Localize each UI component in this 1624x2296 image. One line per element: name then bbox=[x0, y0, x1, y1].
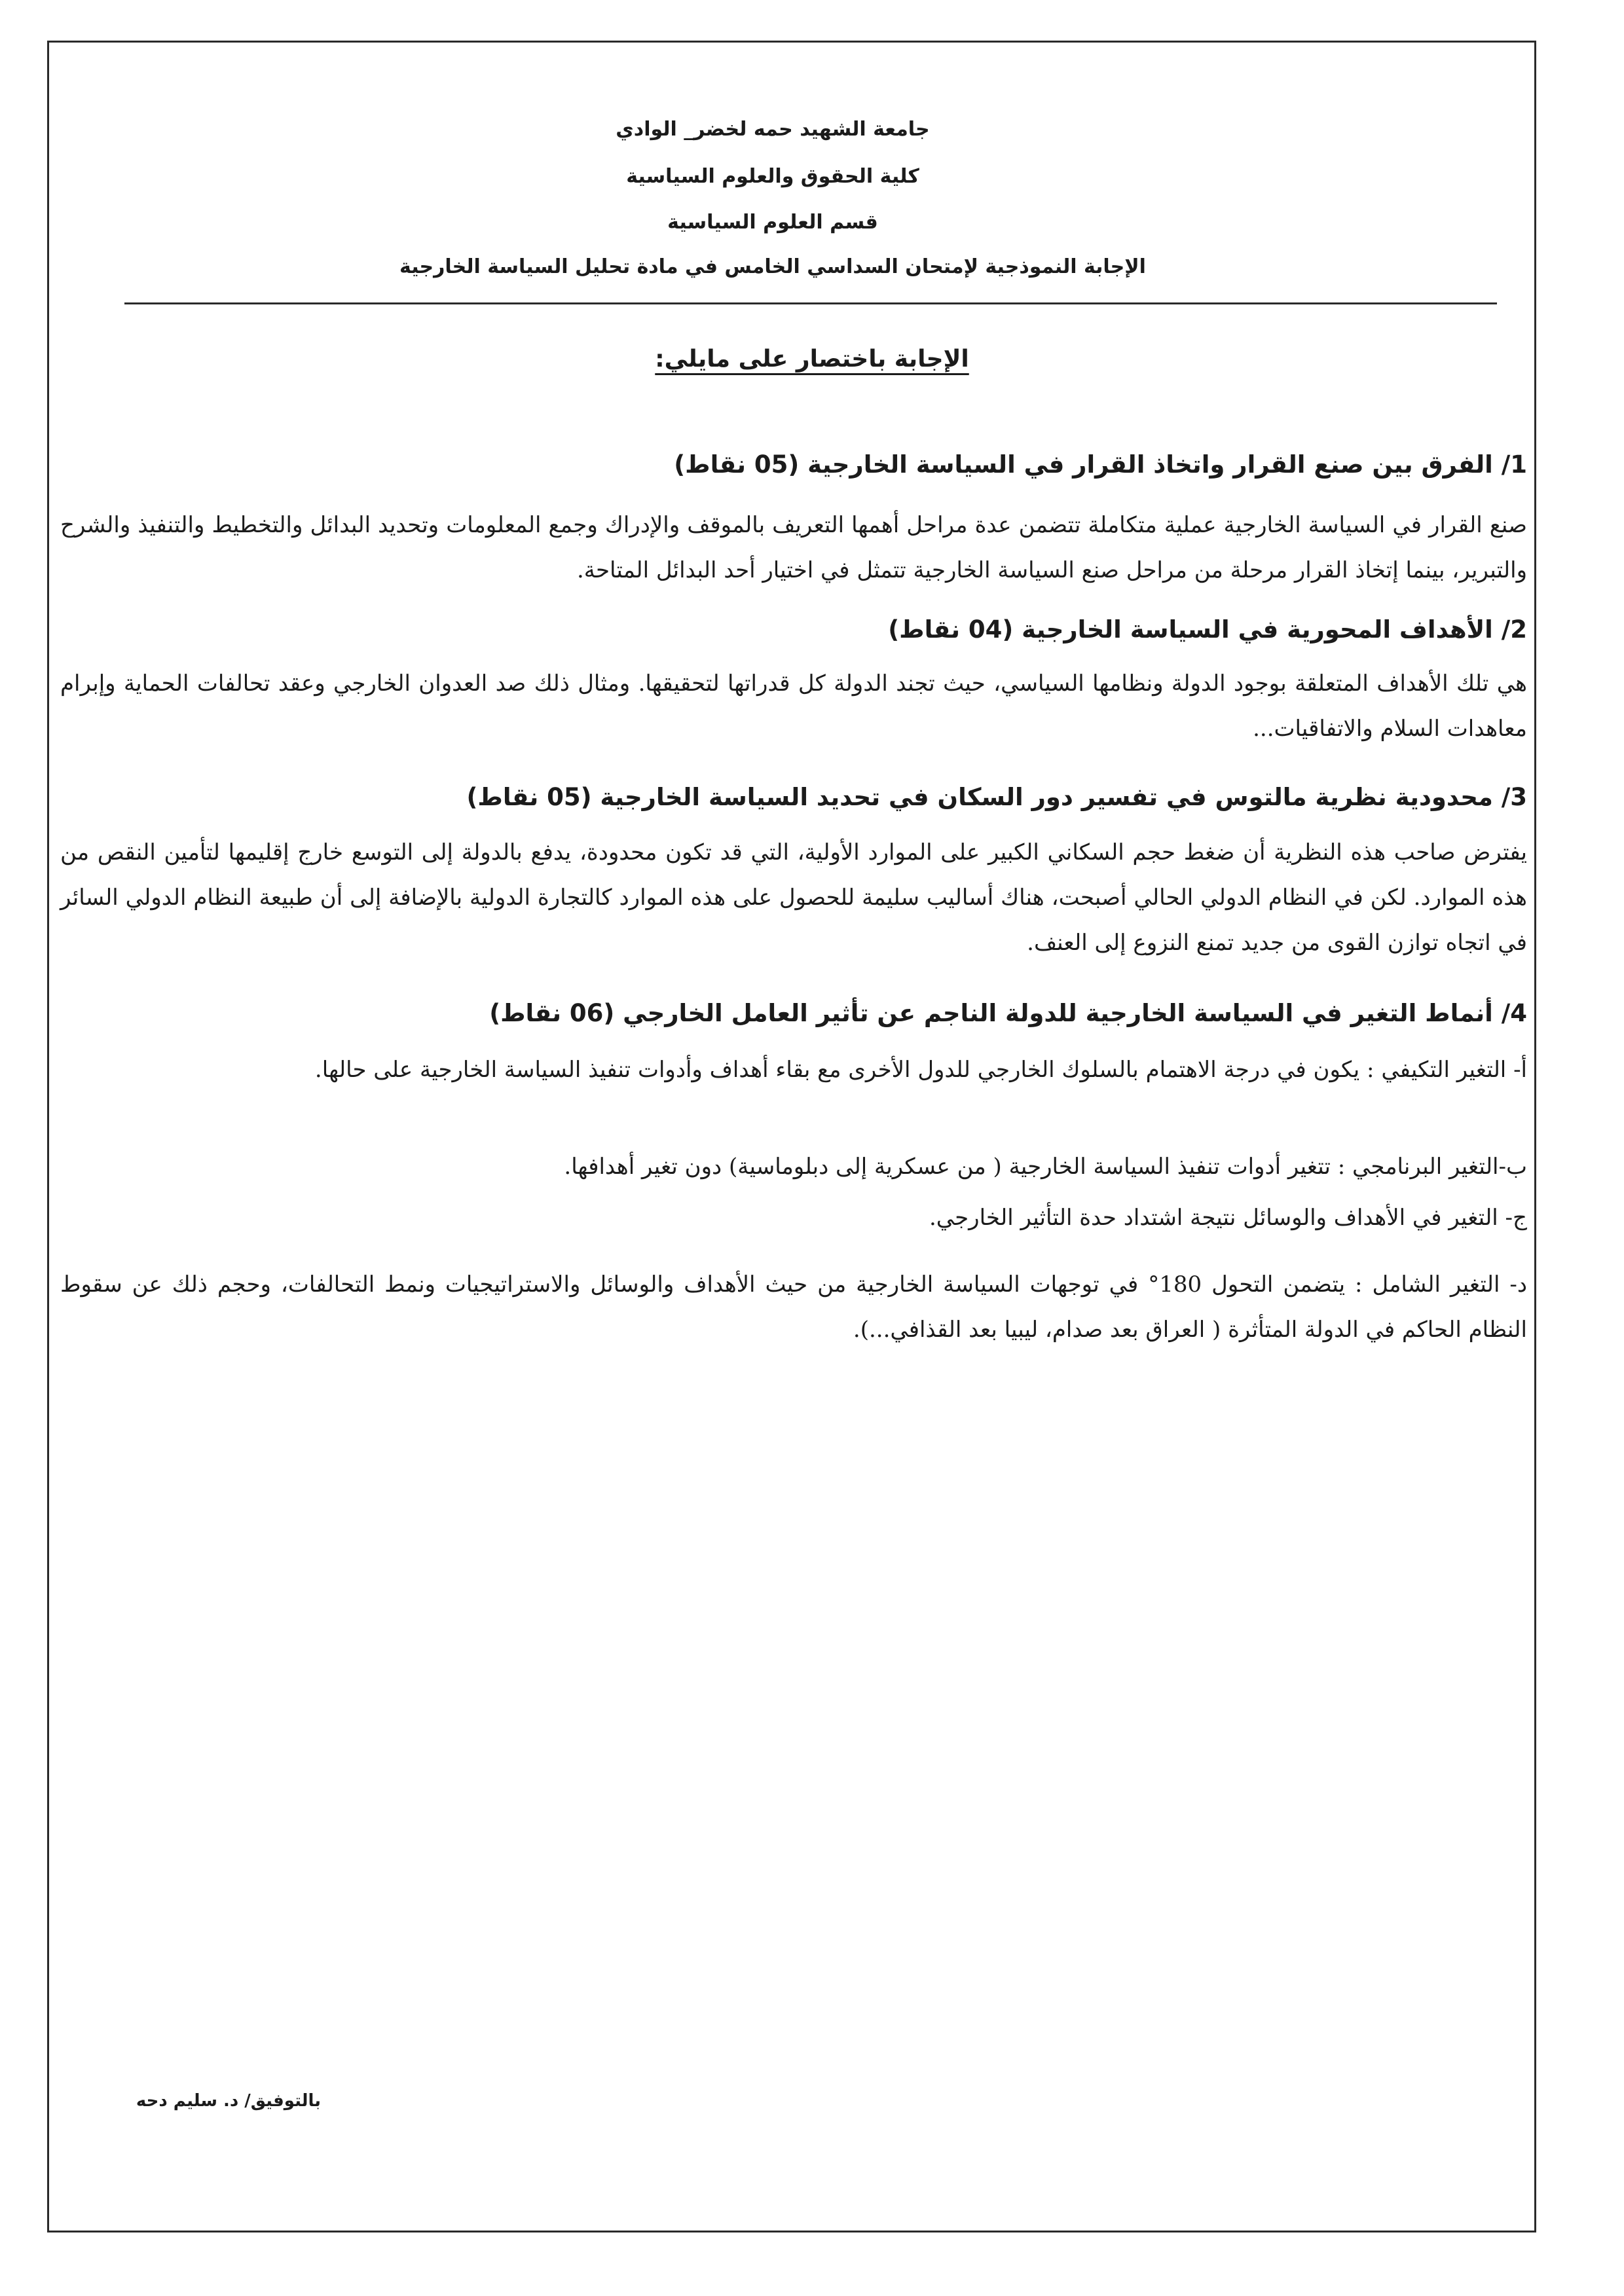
question-2-answer: هي تلك الأهداف المتعلقة بوجود الدولة ونظامها السياسي، حيث تجند الدولة كل قدراتها لتحقيقها. ومثال ذلك صد العدوان الخارجي وعقد تحالفات الحماية وإبرام معاهدات السلام والاتفاقيات... bbox=[60, 670, 1527, 742]
question-2-title: 2/ الأهداف المحورية في السياسة الخارجية (04 نقاط) bbox=[888, 615, 1527, 644]
question-3-answer: يفترض صاحب هذه النظرية أن ضغط حجم السكاني الكبير على الموارد الأولية، التي قد تكون محدودة، يدفع بالدولة إلى التوسع خارج إقليمها لتأمين النقص من هذه الموارد. لكن في النظام الدولي الحالي أصبحت، هناك أساليب سليمة للحصول على هذه الموارد كالتجارة الدولية بالإضافة إلى أن طبيعة النظام الدولي السائر في اتجاه توازن القوى من جديد تمنع النزوع إلى العنف. bbox=[60, 839, 1527, 956]
question-4-item-a: أ- التغير التكيفي : يكون في درجة الاهتمام بالسلوك الخارجي للدول الأخرى مع بقاء أهداف وأدوات تنفيذ السياسة الخارجية على حالها. bbox=[314, 1057, 1527, 1083]
department-name: قسم العلوم السياسية bbox=[667, 211, 878, 234]
question-3-title: 3/ محدودية نظرية مالتوس في تفسير دور السكان في تحديد السياسة الخارجية (05 نقاط) bbox=[466, 783, 1527, 811]
question-4-title: 4/ أنماط التغير في السياسة الخارجية للدولة الناجم عن تأثير العامل الخارجي (06 نقاط) bbox=[489, 999, 1527, 1027]
question-1-answer: صنع القرار في السياسة الخارجية عملية متكاملة تتضمن عدة مراحل أهمها التعريف بالموقف والإدراك وجمع المعلومات وتحديد البدائل والتخطيط والتنفيذ والشرح والتبرير، بينما إتخاذ القرار مرحلة من مراحل صنع السياسة الخارجية تتمثل في اختيار أحد البدائل المتاحة. bbox=[60, 512, 1527, 583]
question-4-item-b: ب-التغير البرنامجي : تتغير أدوات تنفيذ السياسة الخارجية ( من عسكرية إلى دبلوماسية) دون تغير أهدافها. bbox=[564, 1154, 1527, 1180]
question-4-item-c: ج- التغير في الأهداف والوسائل نتيجة اشتداد حدة التأثير الخارجي. bbox=[929, 1205, 1527, 1231]
exam-title: الإجابة النموذجية لإمتحان السداسي الخامس في مادة تحليل السياسة الخارجية bbox=[399, 255, 1146, 278]
faculty-name: كلية الحقوق والعلوم السياسية bbox=[626, 165, 919, 188]
question-1-title: 1/ الفرق بين صنع القرار واتخاذ القرار في السياسة الخارجية (05 نقاط) bbox=[674, 450, 1527, 479]
question-4-item-d: د- التغير الشامل : يتضمن التحول 180° في توجهات السياسة الخارجية من حيث الأهداف والوسائل والاستراتيجيات ونمط التحالفات، وحجم ذلك عن سقوط النظام الحاكم في الدولة المتأثرة ( العراق بعد صدام، ليبيا بعد القذافي...). bbox=[60, 1271, 1527, 1343]
main-heading: الإجابة باختصار على مايلي: bbox=[655, 346, 969, 373]
header-divider bbox=[124, 302, 1497, 304]
signature: بالتوفيق/ د. سليم دحه bbox=[136, 2091, 321, 2111]
university-name: جامعة الشهيد حمه لخضر_ الوادي bbox=[616, 118, 930, 141]
